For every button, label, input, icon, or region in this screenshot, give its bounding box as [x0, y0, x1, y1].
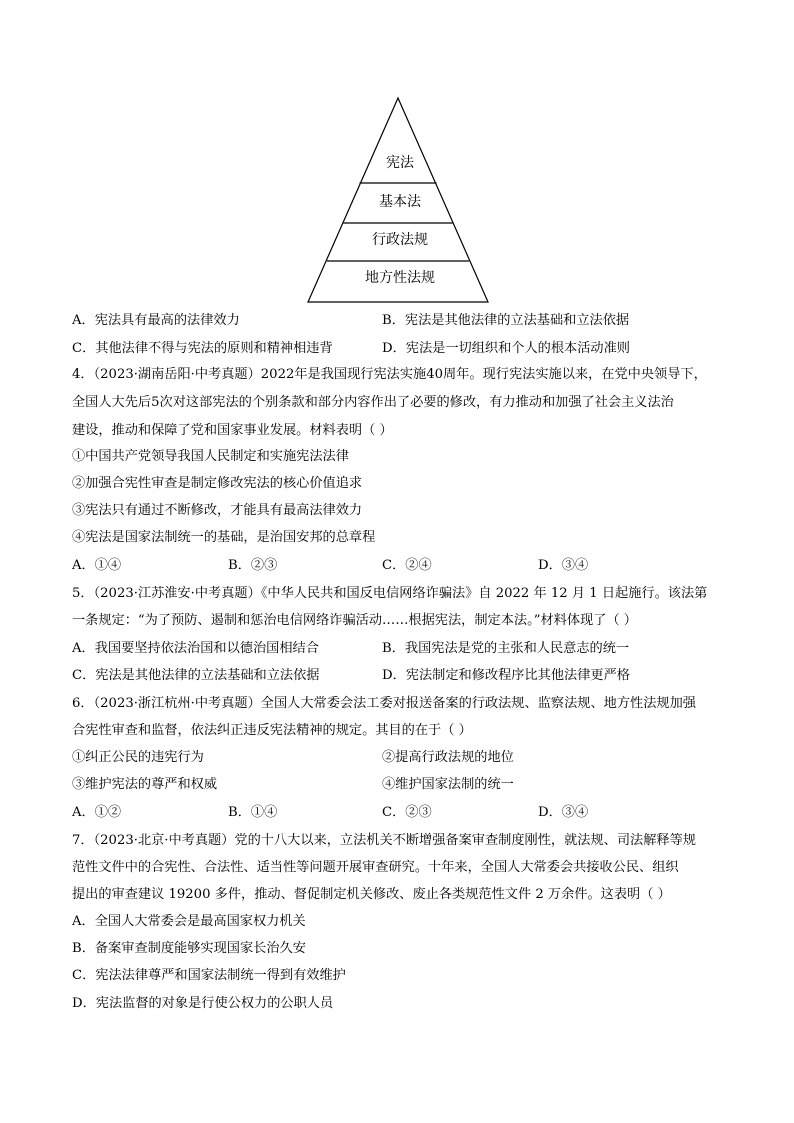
q4-option-b: B．②③ — [228, 558, 278, 573]
q6-statement: ①纠正公民的违宪行为 — [72, 750, 204, 765]
pyramid-level-basic-law: 基本法 — [379, 194, 421, 210]
q4-statement: ②加强合宪性审查是制定修改宪法的核心价值追求 — [72, 476, 363, 491]
q5-stem-line: 5．（2023·江苏淮安·中考真题）《中华人民共和国反电信网络诈骗法》自 2022 年 12 月 1 日起施行。该法第 — [72, 586, 708, 601]
q4-stem-line: 4．（2023·湖南岳阳·中考真题）2022年是我国现行宪法实施40周年。现行宪法实施以来，在党中央领导下， — [72, 367, 707, 382]
legal-hierarchy-pyramid — [300, 92, 500, 306]
q5-option-d: D．宪法制定和修改程序比其他法律更严格 — [382, 668, 630, 683]
q6-statement: ④维护国家法制的统一 — [382, 777, 514, 792]
q3-option-d: D．宪法是一切组织和个人的根本活动准则 — [382, 341, 630, 356]
q3-option-b: B．宪法是其他法律的立法基础和立法依据 — [382, 313, 630, 328]
q7-stem-line: 7．（2023·北京·中考真题）党的十八大以来，立法机关不断增强备案审查制度刚性，就法规、司法解释等规 — [72, 833, 696, 848]
q7-stem-line: 范性文件中的合宪性、合法性、适当性等问题开展审查研究。十年来，全国人大常委会共接收公民、组织 — [72, 860, 679, 875]
q4-option-c: C．②④ — [382, 558, 432, 573]
q4-statement: ③宪法只有通过不断修改，才能具有最高法律效力 — [72, 503, 363, 518]
q4-stem-line: 建设，推动和保障了党和国家事业发展。材料表明（ ） — [72, 423, 393, 438]
q6-stem-line: 6．（2023·浙江杭州·中考真题）全国人大常委会法工委对报送备案的行政法规、监察法规、地方性法规加强 — [72, 696, 696, 711]
q3-option-c: C．其他法律不得与宪法的原则和精神相违背 — [72, 341, 333, 356]
q3-option-a: A．宪法具有最高的法律效力 — [72, 313, 240, 328]
q6-option-d: D．③④ — [538, 805, 589, 820]
q6-option-b: B．①④ — [228, 805, 278, 820]
q7-option-a: A．全国人大常委会是最高国家权力机关 — [72, 914, 306, 929]
q4-option-a: A．①④ — [72, 558, 122, 573]
q4-statement: ①中国共产党领导我国人民制定和实施宪法法律 — [72, 449, 349, 464]
q4-stem-line: 全国人大先后5次对这部宪法的个别条款和部分内容作出了必要的修改，有力推动和加强了社会主义法治 — [72, 395, 674, 410]
q5-option-b: B．我国宪法是党的主张和人民意志的统一 — [382, 641, 630, 656]
q7-stem-line: 提出的审查建议 19200 多件，推动、督促制定机关修改、废止各类规范性文件 2 万余件。这表明（ ） — [72, 887, 671, 902]
q7-option-b: B．备案审查制度能够实现国家长治久安 — [72, 941, 306, 956]
q6-statement: ③维护宪法的尊严和权威 — [72, 777, 218, 792]
pyramid-level-constitution: 宪法 — [386, 155, 414, 171]
q7-option-c: C．宪法法律尊严和国家法制统一得到有效维护 — [72, 968, 346, 983]
q4-option-d: D．③④ — [538, 558, 589, 573]
q6-option-a: A．①② — [72, 805, 122, 820]
q5-option-a: A．我国要坚持依法治国和以德治国相结合 — [72, 641, 319, 656]
q6-statement: ②提高行政法规的地位 — [382, 750, 514, 765]
q5-stem-line: 一条规定：“为了预防、遏制和惩治电信网络诈骗活动……根据宪法，制定本法。”材料体现了（ ） — [72, 613, 637, 628]
q4-statement: ④宪法是国家法制统一的基础，是治国安邦的总章程 — [72, 530, 376, 545]
q5-option-c: C．宪法是其他法律的立法基础和立法依据 — [72, 668, 320, 683]
pyramid-level-local-regulations: 地方性法规 — [365, 270, 435, 286]
q7-option-d: D．宪法监督的对象是行使公权力的公职人员 — [72, 996, 334, 1011]
pyramid-level-administrative-regulations: 行政法规 — [372, 232, 428, 248]
q6-option-c: C．②③ — [382, 805, 432, 820]
q6-stem-line: 合宪性审查和监督，依法纠正违反宪法精神的规定。其目的在于（ ） — [72, 723, 472, 738]
